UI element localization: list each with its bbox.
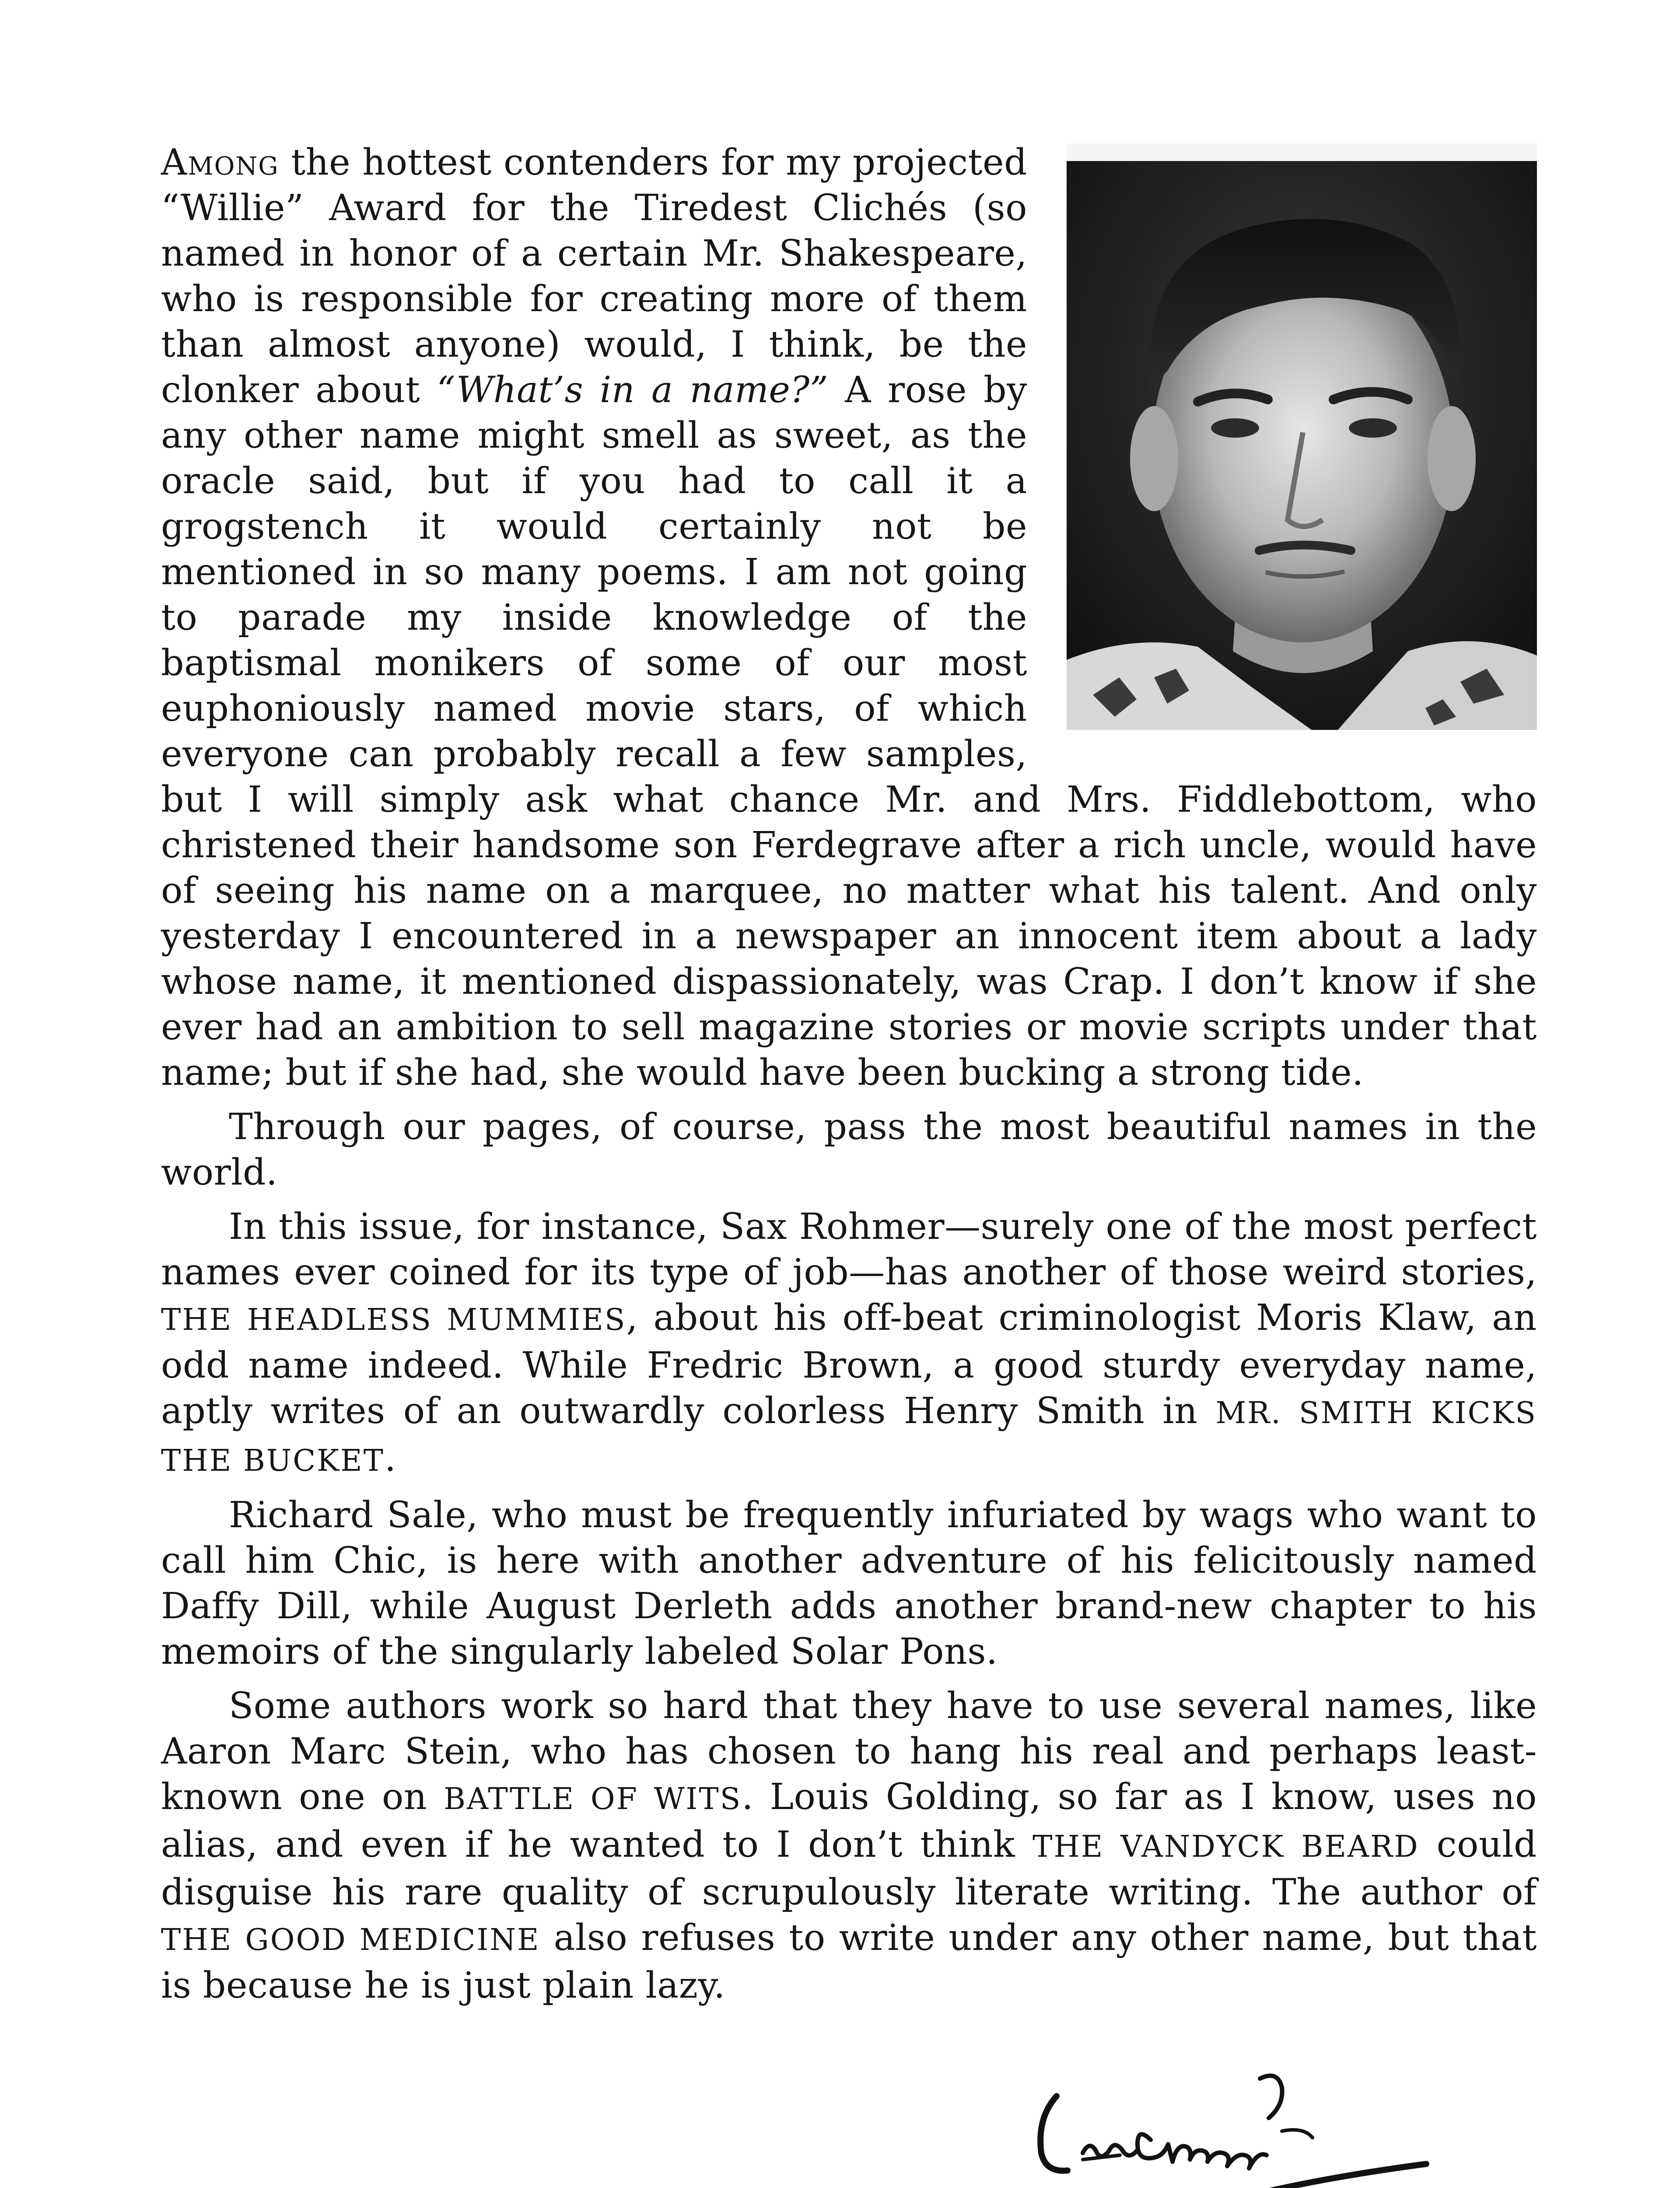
- story-title-battle-of-wits: BATTLE OF WITS: [443, 1782, 742, 1816]
- paragraph-5-text-a: Some authors work so hard that they have to use several names, like Aaron Marc Stein, who has chosen to hang his real and perhaps least-known one on: [161, 1685, 1537, 1818]
- story-title-good-medicine: THE GOOD MEDICINE: [161, 1923, 540, 1957]
- paragraph-3-text-a: In this issue, for instance, Sax Rohmer—surely one of the most perfect names ever coined for its type of job—has another of those weird stories,: [161, 1206, 1537, 1293]
- paragraph-3-text-b: , about his off-beat criminologist Moris Klaw, an odd name indeed. While Fredric Brown, a good sturdy everyday name, aptly writes of an outwardly colorless Henry Smith in: [161, 1297, 1537, 1432]
- lead-word: Among: [161, 142, 279, 183]
- paragraph-4-text: Richard Sale, who must be frequently infuriated by wags who want to call him Chic, is here with another adventure of his felicitously named Daffy Dill, while August Derleth adds another brand-new chapter to his memoirs of the singularly labeled Solar Pons.: [161, 1494, 1537, 1673]
- author-portrait-image: [1067, 144, 1537, 730]
- quoted-phrase: “What’s in a name?”: [437, 369, 829, 411]
- paragraph-4: [161, 1493, 1537, 1675]
- paragraph-5-text-b: . Louis Golding, so far as I know, uses no alias, and even if he wanted to I don’t think: [161, 1776, 1537, 1865]
- paragraph-5-text-d: also refuses to write under any other name, but that is because he is just plain lazy.: [161, 1917, 1537, 2006]
- paragraph-2: [161, 1105, 1537, 1196]
- story-title-headless-mummies: THE HEADLESS MUMMIES: [161, 1303, 626, 1337]
- editorial-text: [161, 140, 1537, 2017]
- paragraph-5-text-c: could disguise his rare quality of scrupulously literate writing. The author of: [161, 1824, 1537, 1913]
- story-title-vandyck-beard: THE VANDYCK BEARD: [1032, 1830, 1419, 1864]
- paragraph-2-text: Through our pages, of course, pass the most beautiful names in the world.: [161, 1106, 1537, 1193]
- paragraph-3-text-c: .: [385, 1438, 396, 1480]
- paragraph-1-text-a: the hottest contenders for my projected “Willie” Award for the Tiredest Clichés (so named in honor of a certain Mr. Shakespeare, who is responsible for creating more of them than almost anyone) would, I think, be the clonker about: [161, 142, 1027, 411]
- signature-image: [1006, 2065, 1488, 2188]
- paragraph-1-text-b: A rose by any other name might smell as sweet, as the oracle said, but if you had to call it a grogstench it would certainly not be mentioned in so many poems. I am not going to parade my inside knowledge of the baptismal monikers of some of our most euphoniously named movie stars, of which everyone can probably recall a few samples, but I will simply ask what chance Mr. and Mrs. Fiddlebottom, who christened their handsome son Ferdegrave after a rich uncle, would have of seeing his name on a marquee, no matter what his talent. And only yesterday I encountered in a newspaper an innocent item about a lady whose name, it mentioned dispassionately, was Crap. I don’t know if she ever had an ambition to sell magazine stories or movie scripts under that name; but if she had, she would have been bucking a strong tide.: [161, 369, 1537, 1094]
- paragraph-5: [161, 1683, 1537, 2009]
- paragraph-3: [161, 1204, 1537, 1484]
- story-title-mr-smith: MR. SMITH KICKS THE BUCKET: [161, 1396, 1537, 1478]
- author-photo: [1067, 144, 1537, 730]
- handwritten-signature: [1006, 2065, 1488, 2188]
